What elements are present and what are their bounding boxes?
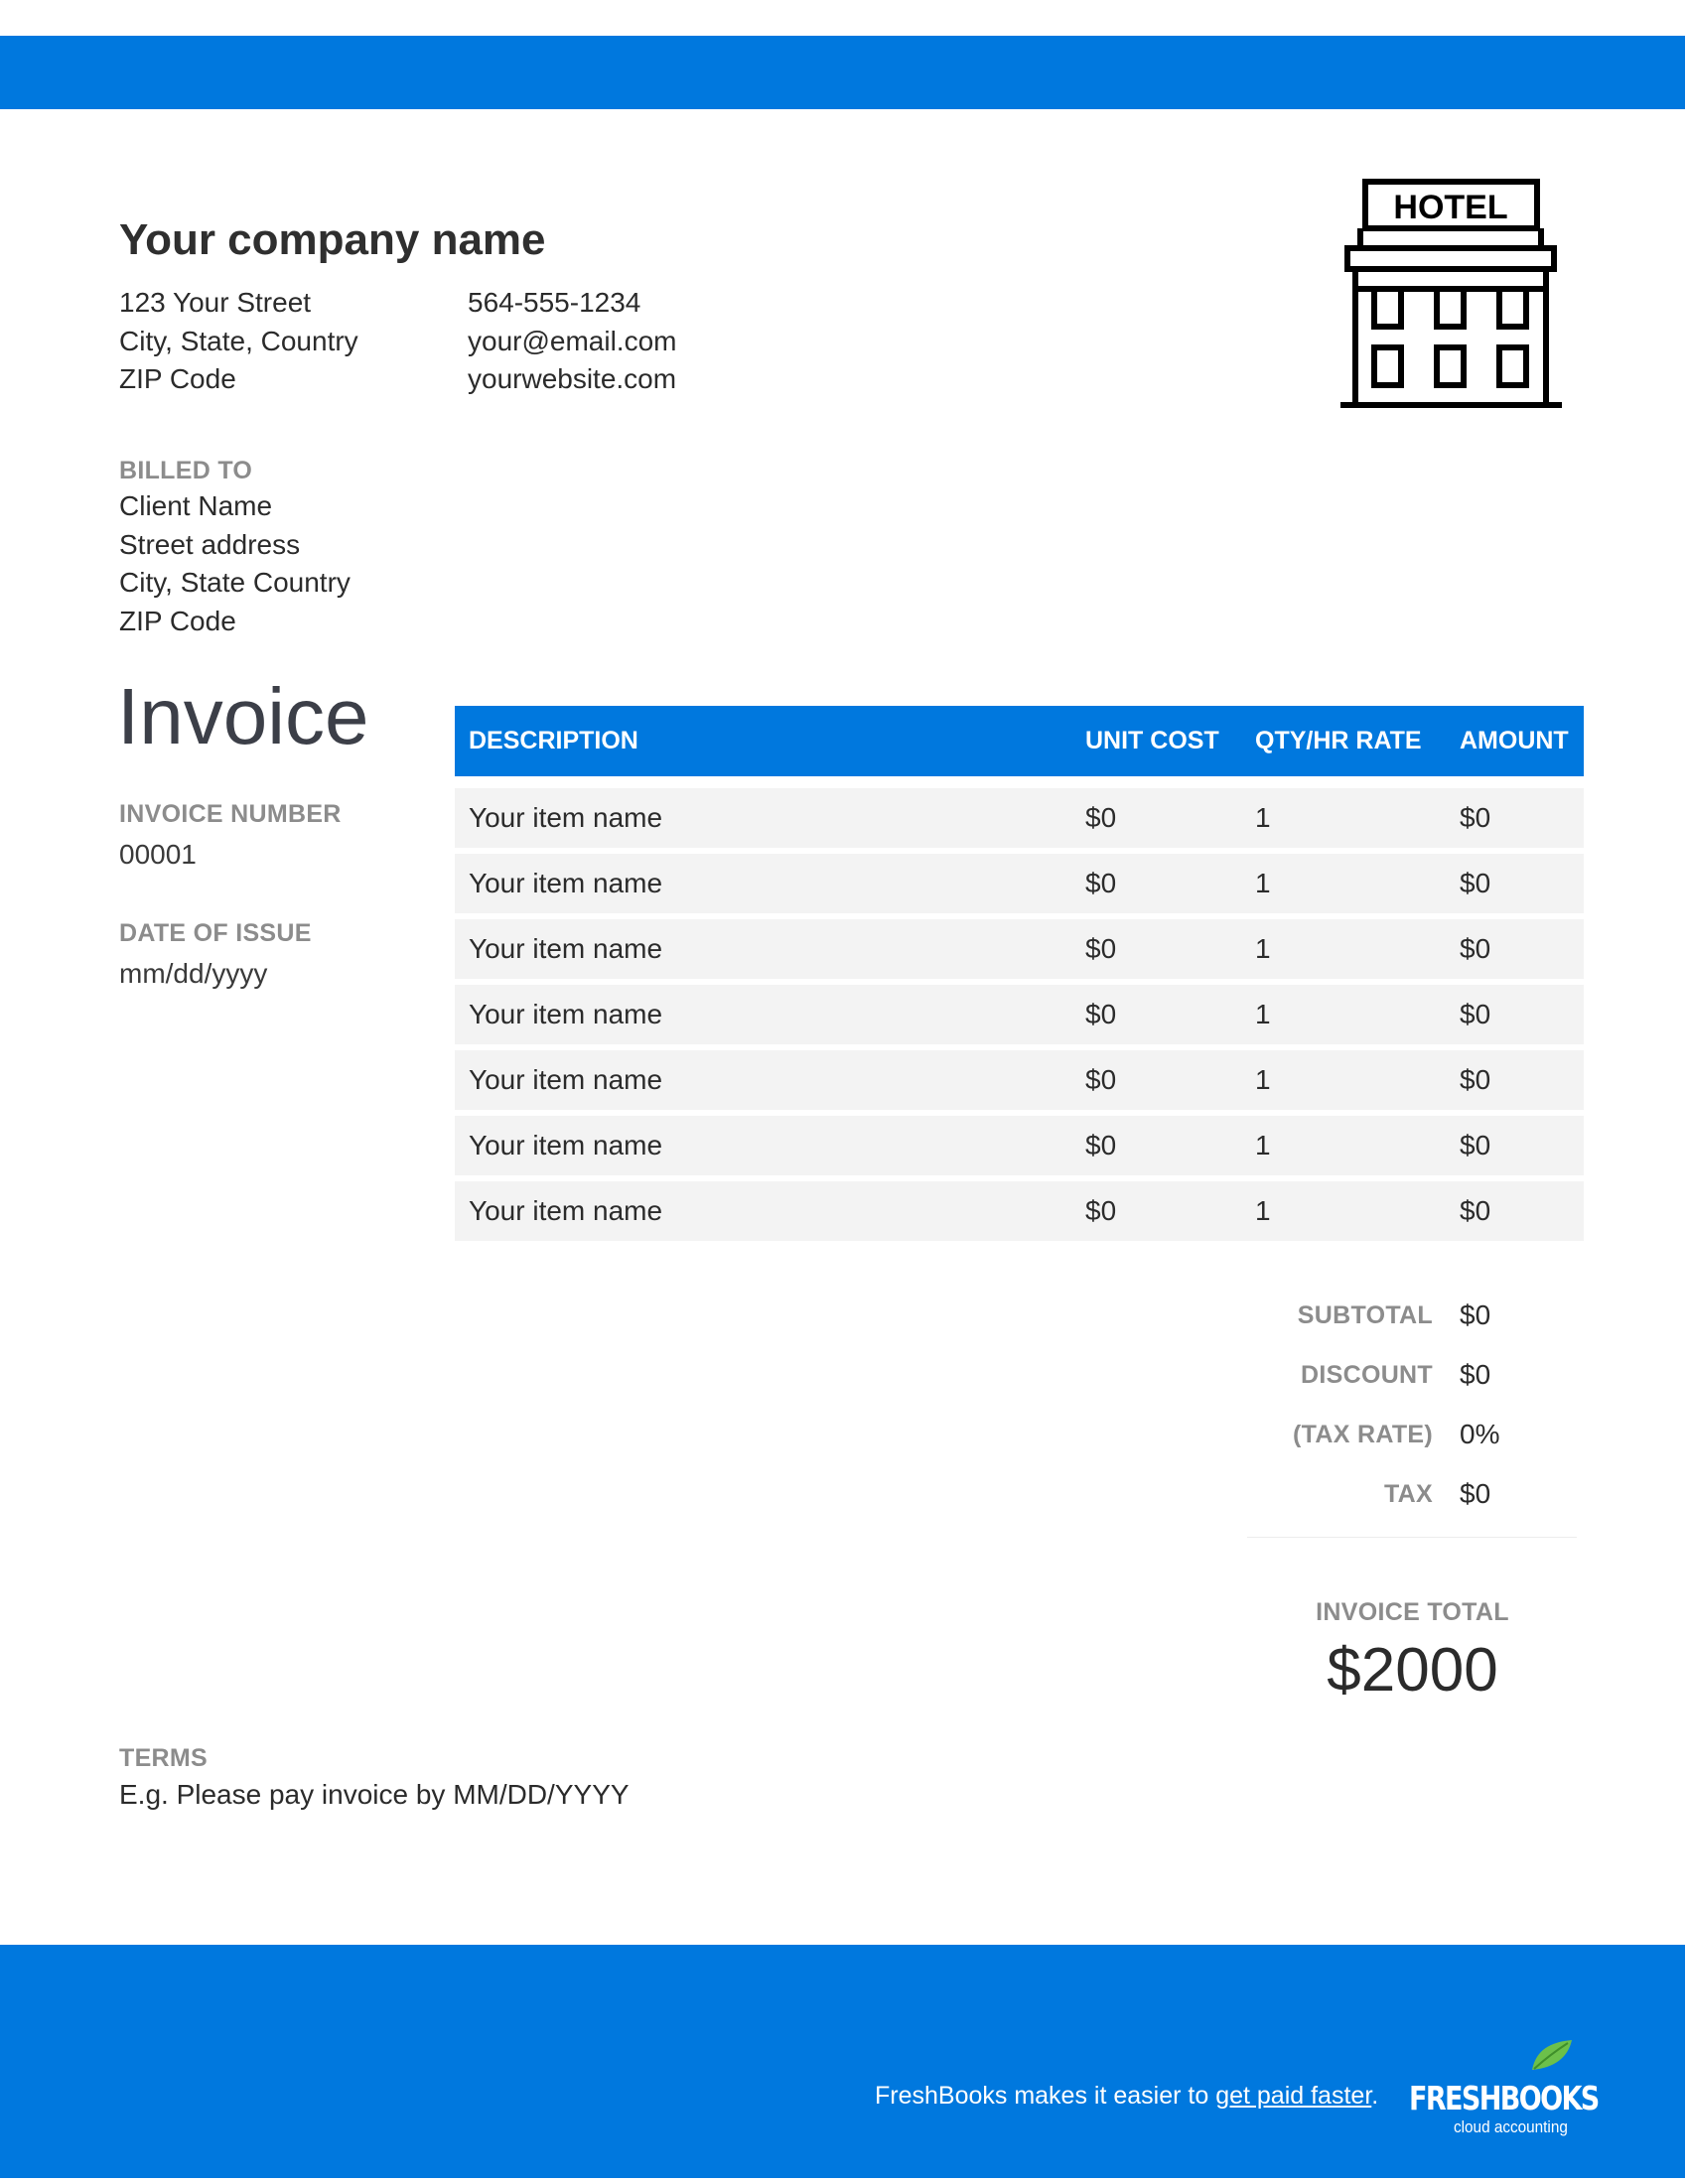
tax-label: TAX <box>1383 1480 1433 1508</box>
date-of-issue-value: mm/dd/yyyy <box>119 958 268 989</box>
item-qty: 1 <box>1255 1195 1271 1226</box>
item-unit-cost: $0 <box>1085 802 1117 833</box>
discount-value: $0 <box>1460 1359 1491 1390</box>
terms-text: E.g. Please pay invoice by MM/DD/YYYY <box>119 1779 630 1810</box>
freshbooks-logo[interactable] <box>1409 2038 1599 2137</box>
company-phone: 564-555-1234 <box>468 287 641 318</box>
table-row <box>455 854 1584 913</box>
invoice-number-block <box>119 800 342 873</box>
item-unit-cost: $0 <box>1085 1064 1117 1095</box>
invoice-number-label: INVOICE NUMBER <box>119 800 342 828</box>
column-header-qty: QTY/HR RATE <box>1255 727 1422 754</box>
item-qty: 1 <box>1255 868 1271 898</box>
table-row <box>455 788 1584 848</box>
line-items-table <box>455 706 1584 1241</box>
table-header <box>455 706 1584 776</box>
billed-to-block <box>119 457 351 640</box>
table-row <box>455 919 1584 979</box>
item-description: Your item name <box>469 802 663 833</box>
page-title: Invoice <box>117 672 369 760</box>
column-header-amount: AMOUNT <box>1460 727 1569 754</box>
subtotal-value: $0 <box>1460 1299 1491 1330</box>
item-description: Your item name <box>469 868 663 898</box>
table-row <box>455 1050 1584 1110</box>
item-qty: 1 <box>1255 1064 1271 1095</box>
client-name: Client Name <box>119 490 273 521</box>
column-header-description: DESCRIPTION <box>469 727 638 754</box>
company-address-line: City, State, Country <box>119 325 358 356</box>
date-of-issue-block <box>119 919 312 992</box>
client-street: Street address <box>119 528 301 560</box>
billed-to-label: BILLED TO <box>119 457 253 484</box>
item-description: Your item name <box>469 999 663 1029</box>
header-bar <box>0 36 1685 109</box>
footer-text-after: . <box>1371 2082 1379 2110</box>
item-unit-cost: $0 <box>1085 999 1117 1029</box>
subtotal-row <box>1241 1296 1584 1355</box>
tax-value: $0 <box>1460 1478 1491 1509</box>
hotel-building-icon <box>1336 179 1569 412</box>
item-description: Your item name <box>469 933 663 964</box>
item-amount: $0 <box>1460 999 1491 1029</box>
client-zip: ZIP Code <box>119 605 236 636</box>
table-row <box>455 985 1584 1044</box>
invoice-total-label: INVOICE TOTAL <box>1316 1598 1509 1626</box>
company-block <box>119 214 546 266</box>
brand-name: FRESHBOOKS <box>1409 2079 1599 2117</box>
item-amount: $0 <box>1460 1130 1491 1160</box>
item-description: Your item name <box>469 1195 663 1226</box>
item-unit-cost: $0 <box>1085 933 1117 964</box>
item-unit-cost: $0 <box>1085 1130 1117 1160</box>
column-header-unit-cost: UNIT COST <box>1085 727 1219 754</box>
discount-label: DISCOUNT <box>1301 1361 1433 1389</box>
get-paid-faster-link[interactable]: get paid faster <box>1215 2082 1372 2110</box>
company-email: your@email.com <box>468 325 677 356</box>
terms-block <box>119 1744 630 1813</box>
footer-text-before: FreshBooks makes it easier to <box>875 2082 1216 2110</box>
tax-rate-row <box>1241 1415 1584 1474</box>
date-of-issue-label: DATE OF ISSUE <box>119 919 312 947</box>
item-description: Your item name <box>469 1130 663 1160</box>
discount-row <box>1241 1355 1584 1415</box>
terms-label: TERMS <box>119 1744 208 1772</box>
invoice-total-amount: $2000 <box>1327 1636 1498 1705</box>
invoice-number-value: 00001 <box>119 839 197 870</box>
item-qty: 1 <box>1255 1130 1271 1160</box>
subtotal-label: SUBTOTAL <box>1297 1301 1433 1329</box>
item-qty: 1 <box>1255 999 1271 1029</box>
footer-bar <box>0 1945 1685 2178</box>
item-amount: $0 <box>1460 868 1491 898</box>
summary-divider <box>1247 1537 1577 1538</box>
tax-rate-label: (TAX RATE) <box>1293 1421 1433 1448</box>
brand-tagline: cloud accounting <box>1454 2117 1568 2136</box>
item-qty: 1 <box>1255 802 1271 833</box>
company-name: Your company name <box>119 215 546 264</box>
item-unit-cost: $0 <box>1085 1195 1117 1226</box>
footer-tagline <box>875 2072 1378 2119</box>
company-address-line: ZIP Code <box>119 363 236 394</box>
table-row <box>455 1181 1584 1241</box>
summary-block <box>1241 1296 1584 1534</box>
company-address <box>119 284 358 399</box>
leaf-icon <box>1528 2038 1574 2072</box>
client-city: City, State Country <box>119 567 351 598</box>
item-description: Your item name <box>469 1064 663 1095</box>
item-amount: $0 <box>1460 802 1491 833</box>
item-qty: 1 <box>1255 933 1271 964</box>
tax-rate-value: 0% <box>1460 1419 1500 1449</box>
item-amount: $0 <box>1460 1195 1491 1226</box>
company-website: yourwebsite.com <box>468 363 677 394</box>
item-amount: $0 <box>1460 933 1491 964</box>
company-contact <box>468 284 676 399</box>
item-unit-cost: $0 <box>1085 868 1117 898</box>
company-address-line: 123 Your Street <box>119 287 312 318</box>
hotel-sign-text: HOTEL <box>1393 189 1508 226</box>
table-row <box>455 1116 1584 1175</box>
tax-row <box>1241 1474 1584 1534</box>
invoice-total-block <box>1281 1598 1544 1710</box>
item-amount: $0 <box>1460 1064 1491 1095</box>
